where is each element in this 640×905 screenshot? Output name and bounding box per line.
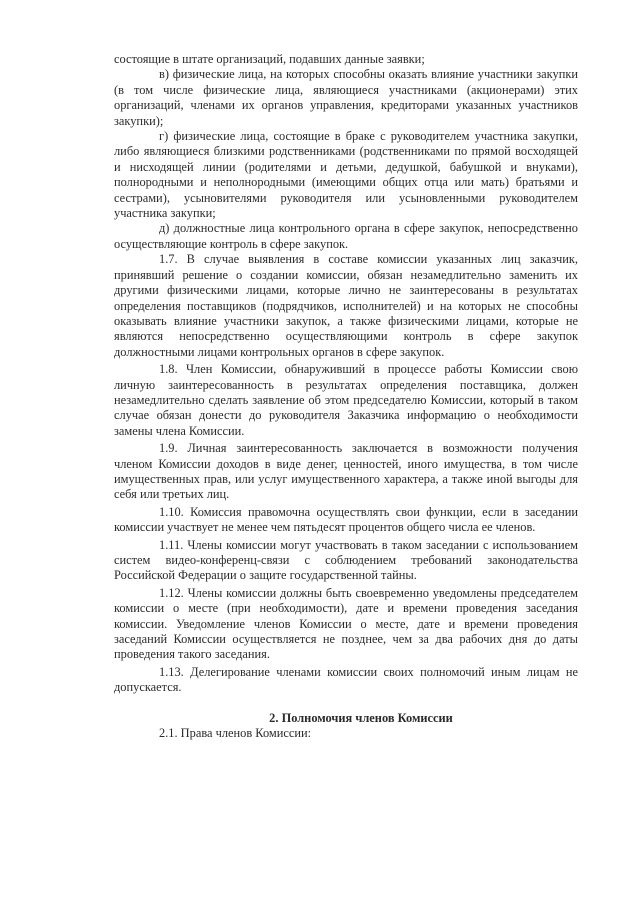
paragraph-1-8: 1.8. Член Комиссии, обнаруживший в процессе работы Комиссии свою личную заинтересованность в результатах определения поставщика, должен незамедлительно сделать заявление об этом председателю Комиссии, который в таком случае обязан донести до руководителя Заказчика информацию о необходимости замены члена Комиссии.: [114, 362, 578, 438]
paragraph-1-9: 1.9. Личная заинтересованность заключается в возможности получения членом Комиссии доходов в виде денег, ценностей, иного имущества, в том числе имущественных прав, или услуг имущественного характера, а также иной выгоды для себя или третьих лиц.: [114, 441, 578, 502]
paragraph-continuation: состоящие в штате организаций, подавших данные заявки;: [114, 52, 425, 66]
paragraph-2-1: 2.1. Права членов Комиссии:: [159, 726, 312, 741]
paragraph-1-13: 1.13. Делегирование членами комиссии своих полномочий иным лицам не допускается.: [114, 664, 578, 695]
paragraph-1-12: 1.12. Члены комиссии должны быть своевременно уведомлены председателем комиссии о месте (при необходимости), дате и времени проведения заседания комиссии. Уведомление членов Комиссии о месте, дате и времени проведения заседаний Комиссии осуществляется не позднее, чем за два рабочих дня до даты проведения такого заседания.: [114, 585, 578, 662]
paragraph-item-g: г) физические лица, состоящие в браке с руководителем участника закупки, либо являющиеся близкими родственниками (родственниками по прямой восходящей и нисходящей линии (родителями и детьми, дедушкой, бабушкой и внуками), полнородными и неполнородными (имеющими общих отца или мать) братьями и сестрами), усыновителями руководителя или усыновленными руководителем участника закупки;: [114, 129, 578, 221]
paragraph-item-v: в) физические лица, на которых способны оказать влияние участники закупки (в том числе физические лица, являющиеся участниками (акционерами) этих организаций, членами их органов управления, кредиторами указанных участников закупки);: [114, 67, 578, 128]
paragraph-1-7: 1.7. В случае выявления в составе комиссии указанных лиц заказчик, принявший решение о создании комиссии, обязан незамедлительно заменить их другими физическими лицами, которые лично не заинтересованы в результатах определения поставщиков (подрядчиков, исполнителей) и на которых не способны оказывать влияние участники закупок, а также физическими лицами, которые не являются непосредственно осуществляющими контроль в сфере закупок должностными лицами контрольных органов в сфере закупок.: [114, 252, 578, 359]
paragraph-1-10: 1.10. Комиссия правомочна осуществлять свои функции, если в заседании комиссии участвует не менее чем пятьдесят процентов общего числа ее членов.: [114, 504, 578, 535]
paragraph-item-d: д) должностные лица контрольного органа в сфере закупок, непосредственно осуществляющие контроль в сфере закупок.: [114, 221, 578, 251]
document-page: [114, 52, 578, 741]
section-heading: 2. Полномочия членов Комиссии: [269, 710, 453, 725]
paragraph-1-11: 1.11. Члены комиссии могут участвовать в таком заседании с использованием систем видео-конференц-связи с соблюдением требований законодательства Российской Федерации о защите государственной тайны.: [114, 537, 578, 583]
